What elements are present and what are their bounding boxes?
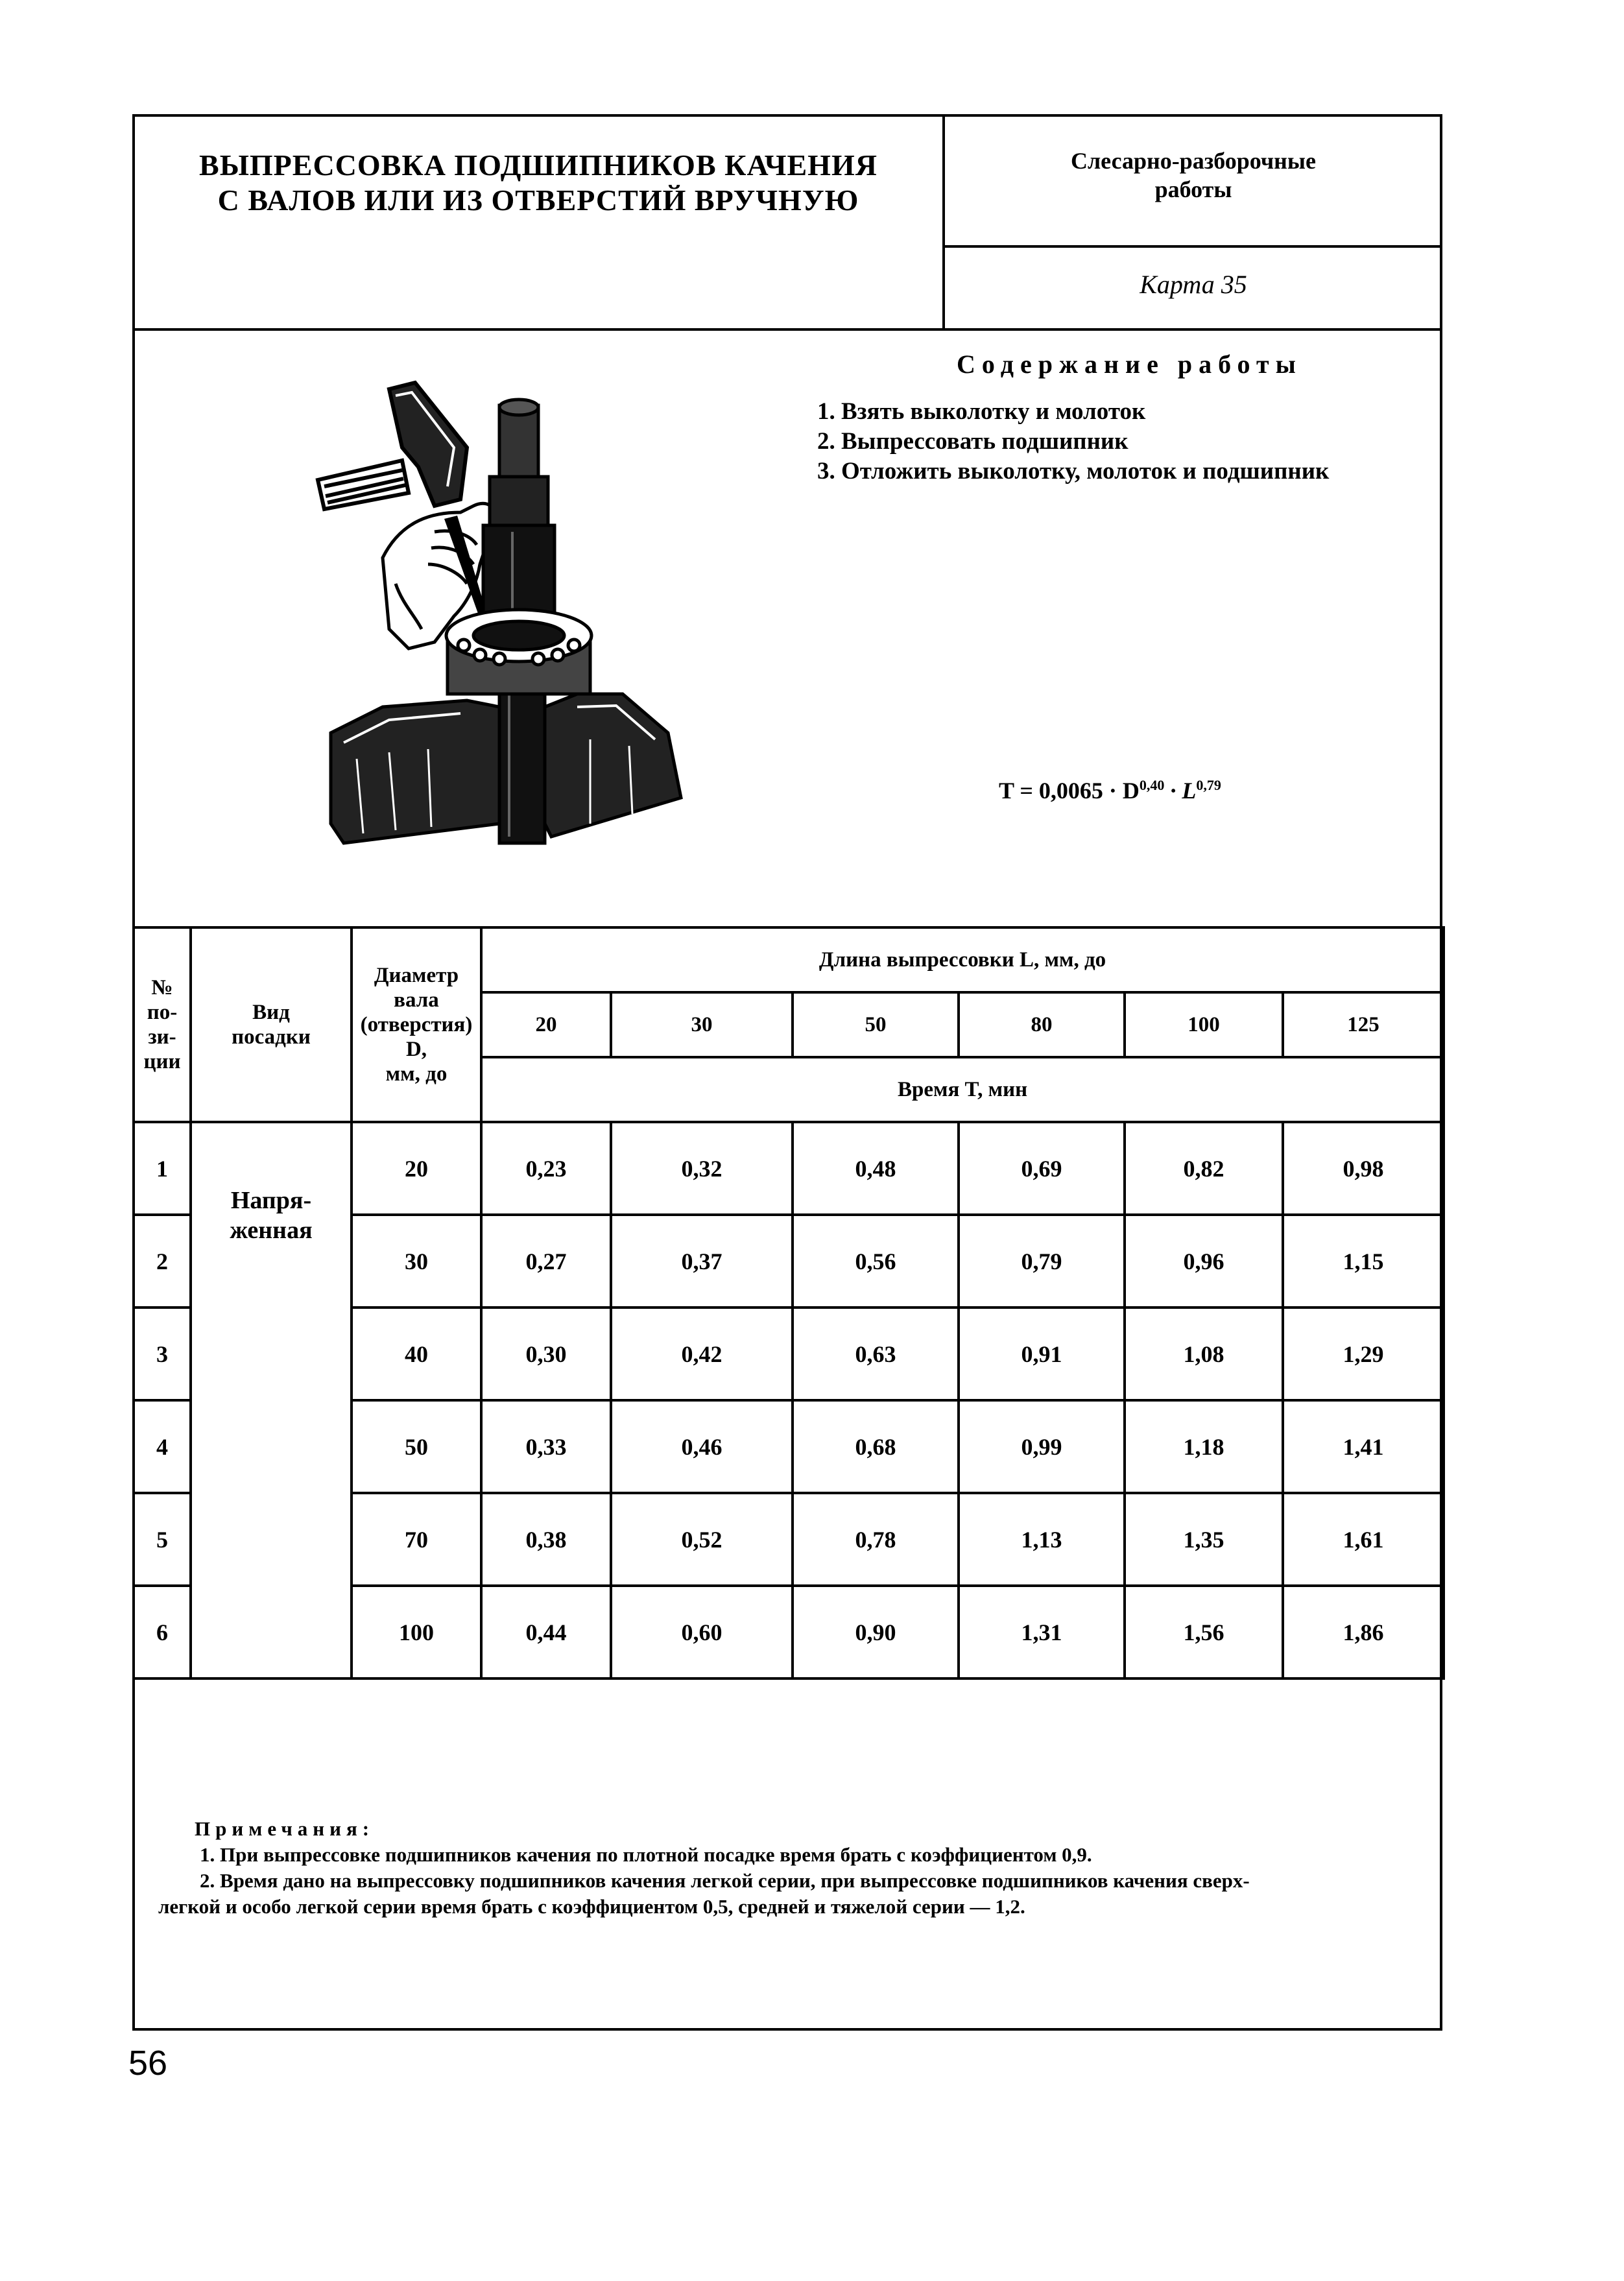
length-value: 80 bbox=[959, 992, 1125, 1057]
formula-main: T = 0,0065 · D bbox=[999, 778, 1140, 804]
time-value-cell: 0,48 bbox=[793, 1122, 959, 1215]
time-value-cell: 0,56 bbox=[793, 1215, 959, 1308]
length-value: 50 bbox=[793, 992, 959, 1057]
work-steps-list bbox=[817, 397, 1329, 486]
time-value-cell: 0,78 bbox=[793, 1493, 959, 1586]
col-fit-header bbox=[191, 927, 352, 1122]
time-formula bbox=[999, 777, 1221, 804]
time-value-cell: 0,63 bbox=[793, 1308, 959, 1400]
time-value-cell: 0,82 bbox=[1125, 1122, 1283, 1215]
diameter-cell: 40 bbox=[352, 1308, 481, 1400]
diameter-cell: 30 bbox=[352, 1215, 481, 1308]
position-cell: 3 bbox=[134, 1308, 191, 1400]
time-value-cell: 0,27 bbox=[481, 1215, 611, 1308]
work-step: 3. Отложить выколотку, молоток и подшипник bbox=[817, 458, 1330, 484]
time-value-cell: 1,41 bbox=[1283, 1400, 1444, 1493]
length-value: 125 bbox=[1283, 992, 1444, 1057]
header-text: мм, до bbox=[385, 1062, 448, 1086]
time-norm-table bbox=[132, 926, 1445, 1680]
note-1: 1. При выпрессовке подшипников качения по плотной посадке время брать с коэффициентом 0,9. bbox=[200, 1843, 1092, 1866]
header-text: № bbox=[151, 976, 173, 999]
time-value-cell: 0,46 bbox=[611, 1400, 793, 1493]
time-value-cell: 0,38 bbox=[481, 1493, 611, 1586]
header-divider bbox=[132, 328, 1442, 331]
formula-exponent-l: 0,79 bbox=[1196, 777, 1221, 793]
diameter-cell: 70 bbox=[352, 1493, 481, 1586]
time-value-cell: 1,61 bbox=[1283, 1493, 1444, 1586]
note-2-line-1: 2. Время дано на выпрессовку подшипников качения легкой серии, при выпрессовке подшипников качения сверх- bbox=[200, 1869, 1250, 1892]
time-value-cell: 0,42 bbox=[611, 1308, 793, 1400]
title-line-1: ВЫПРЕССОВКА ПОДШИПНИКОВ КАЧЕНИЯ bbox=[199, 149, 878, 182]
time-value-cell: 1,13 bbox=[959, 1493, 1125, 1586]
diameter-cell: 100 bbox=[352, 1586, 481, 1678]
time-value-cell: 0,32 bbox=[611, 1122, 793, 1215]
content-heading: Содержание работы bbox=[957, 350, 1302, 379]
header-text: ции bbox=[143, 1050, 181, 1073]
notes-heading: Примечания: bbox=[195, 1817, 375, 1840]
length-header: Длина выпрессовки L, мм, до bbox=[481, 927, 1444, 992]
length-value: 100 bbox=[1125, 992, 1283, 1057]
time-value-cell: 1,35 bbox=[1125, 1493, 1283, 1586]
work-step: 2. Выпрессовать подшипник bbox=[817, 428, 1128, 455]
time-value-cell: 0,44 bbox=[481, 1586, 611, 1678]
position-cell: 1 bbox=[134, 1122, 191, 1215]
time-value-cell: 1,86 bbox=[1283, 1586, 1444, 1678]
time-value-cell: 1,29 bbox=[1283, 1308, 1444, 1400]
time-value-cell: 1,31 bbox=[959, 1586, 1125, 1678]
page-number: 56 bbox=[128, 2044, 168, 2083]
header-text: посадки bbox=[232, 1025, 311, 1049]
card-number: Карта 35 bbox=[1140, 270, 1247, 299]
time-value-cell: 1,08 bbox=[1125, 1308, 1283, 1400]
bearing-icon bbox=[446, 610, 591, 694]
time-value-cell: 0,60 bbox=[611, 1586, 793, 1678]
fit-type-line-1: Напря- bbox=[230, 1187, 312, 1214]
diameter-cell: 50 bbox=[352, 1400, 481, 1493]
time-value-cell: 1,56 bbox=[1125, 1586, 1283, 1678]
work-step: 1. Взять выколотку и молоток bbox=[817, 398, 1146, 425]
header-text: вала bbox=[394, 988, 439, 1012]
time-value-cell: 0,52 bbox=[611, 1493, 793, 1586]
position-cell: 2 bbox=[134, 1215, 191, 1308]
category-line-2: работы bbox=[1154, 176, 1232, 202]
category-divider bbox=[942, 245, 1442, 248]
time-value-cell: 0,91 bbox=[959, 1308, 1125, 1400]
page-title bbox=[136, 148, 940, 218]
header-text: по- bbox=[147, 1001, 178, 1024]
time-value-cell: 0,96 bbox=[1125, 1215, 1283, 1308]
time-value-cell: 0,79 bbox=[959, 1215, 1125, 1308]
position-cell: 4 bbox=[134, 1400, 191, 1493]
notes-section bbox=[158, 1816, 1433, 1920]
col-diameter-header bbox=[352, 927, 481, 1122]
time-header: Время T, мин bbox=[481, 1057, 1444, 1122]
time-value-cell: 0,30 bbox=[481, 1308, 611, 1400]
work-category bbox=[947, 147, 1440, 204]
bearing-pressing-illustration bbox=[305, 370, 759, 850]
position-cell: 5 bbox=[134, 1493, 191, 1586]
title-line-2: С ВАЛОВ ИЛИ ИЗ ОТВЕРСТИЙ ВРУЧНУЮ bbox=[217, 184, 859, 217]
header-text: зи- bbox=[148, 1025, 176, 1049]
header-text: Диаметр bbox=[374, 964, 459, 987]
diameter-cell: 20 bbox=[352, 1122, 481, 1215]
time-value-cell: 1,15 bbox=[1283, 1215, 1444, 1308]
position-cell: 6 bbox=[134, 1586, 191, 1678]
formula-exponent-d: 0,40 bbox=[1139, 777, 1165, 793]
time-value-cell: 0,33 bbox=[481, 1400, 611, 1493]
col-position-header bbox=[134, 927, 191, 1122]
time-value-cell: 0,23 bbox=[481, 1122, 611, 1215]
table-row bbox=[134, 1122, 1444, 1215]
length-value: 30 bbox=[611, 992, 793, 1057]
header-vertical-divider bbox=[942, 114, 945, 329]
time-value-cell: 0,99 bbox=[959, 1400, 1125, 1493]
time-value-cell: 0,90 bbox=[793, 1586, 959, 1678]
time-value-cell: 0,69 bbox=[959, 1122, 1125, 1215]
time-value-cell: 0,98 bbox=[1283, 1122, 1444, 1215]
header-text: Вид bbox=[252, 1001, 290, 1024]
time-value-cell: 0,68 bbox=[793, 1400, 959, 1493]
time-value-cell: 0,37 bbox=[611, 1215, 793, 1308]
fit-type-line-2: женная bbox=[230, 1217, 313, 1244]
note-2-line-2: легкой и особо легкой серии время брать с коэффициентом 0,5, средней и тяжелой серии — 1,2. bbox=[158, 1895, 1025, 1918]
hammer-icon bbox=[318, 383, 467, 509]
formula-mid: · L bbox=[1164, 778, 1197, 804]
time-value-cell: 1,18 bbox=[1125, 1400, 1283, 1493]
category-line-1: Слесарно-разборочные bbox=[1070, 148, 1317, 174]
header-text: (отверстия) bbox=[360, 1013, 473, 1036]
fit-type-cell bbox=[191, 1122, 352, 1678]
header-text: D, bbox=[405, 1038, 427, 1061]
length-value: 20 bbox=[481, 992, 611, 1057]
